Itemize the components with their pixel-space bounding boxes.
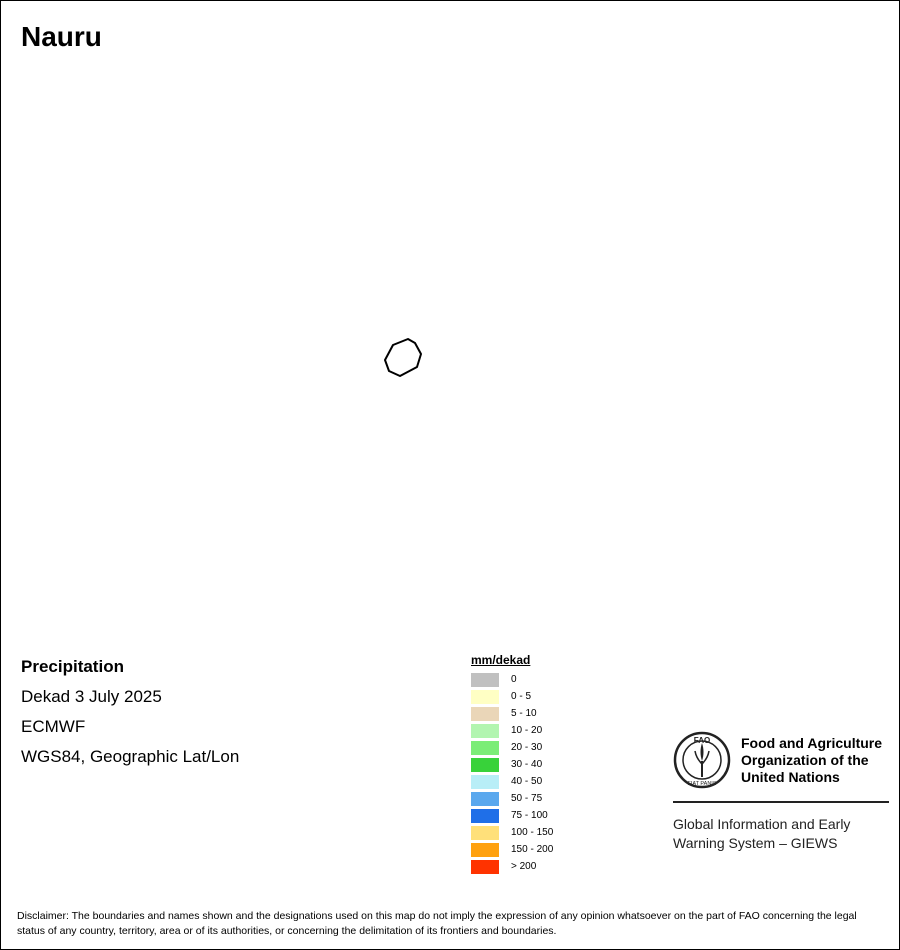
fao-org-line3: United Nations	[741, 768, 840, 785]
legend-items	[471, 671, 591, 875]
giews-line1: Global Information and Early	[673, 816, 851, 832]
legend-label: 150 - 200	[511, 844, 554, 855]
legend-item	[471, 671, 591, 688]
legend-swatch	[471, 809, 499, 823]
disclaimer-text: Disclaimer: The boundaries and names shown and the designations used on this map do not imply the expression of any opinion whatsoever on the part of FAO concerning the legal status of any country, territory, area or of its authorities, or concerning the delimitation of its frontiers and boundaries.	[17, 910, 857, 937]
logo-divider	[673, 801, 889, 803]
legend-item	[471, 756, 591, 773]
legend-unit: mm/dekad	[471, 653, 531, 667]
map-title: Nauru	[21, 21, 102, 52]
legend-swatch	[471, 792, 499, 806]
legend-item	[471, 858, 591, 875]
fao-emblem-icon	[673, 731, 731, 789]
map-area	[1, 1, 900, 641]
legend-swatch	[471, 690, 499, 704]
legend-item	[471, 807, 591, 824]
legend-label: 20 - 30	[511, 742, 543, 753]
legend-item	[471, 773, 591, 790]
fao-logo-block	[673, 731, 889, 853]
giews-name	[673, 815, 889, 853]
legend-swatch	[471, 826, 499, 840]
source-label: ECMWF	[21, 717, 86, 736]
legend-label: 50 - 75	[511, 793, 543, 804]
legend-swatch	[471, 843, 499, 857]
legend-label: 40 - 50	[511, 776, 543, 787]
legend-label: 10 - 20	[511, 725, 543, 736]
legend-swatch	[471, 673, 499, 687]
legend-swatch	[471, 758, 499, 772]
legend-item	[471, 722, 591, 739]
giews-line2: Warning System – GIEWS	[673, 835, 838, 851]
legend-swatch	[471, 707, 499, 721]
fao-logo-top	[673, 731, 889, 789]
legend-item	[471, 824, 591, 841]
legend-label: 75 - 100	[511, 810, 548, 821]
legend-label: 30 - 40	[511, 759, 543, 770]
legend-item	[471, 739, 591, 756]
legend-label: 0 - 5	[511, 691, 532, 702]
nauru-island-outline	[385, 339, 421, 376]
fao-org-name	[741, 735, 882, 786]
legend-swatch	[471, 775, 499, 789]
fao-org-line2: Organization of the	[741, 751, 869, 768]
legend-label: 5 - 10	[511, 708, 537, 719]
legend-label: > 200	[511, 861, 537, 872]
fao-emblem-motto: FIAT PANIS	[687, 781, 717, 787]
projection-label: WGS84, Geographic Lat/Lon	[21, 747, 240, 766]
legend-label: 100 - 150	[511, 827, 554, 838]
legend-item	[471, 790, 591, 807]
period-label: Dekad 3 July 2025	[21, 687, 162, 706]
variable-label: Precipitation	[21, 657, 124, 676]
fao-emblem-letters: FAO	[693, 736, 711, 745]
legend-item	[471, 841, 591, 858]
legend	[471, 653, 591, 875]
map-canvas	[1, 1, 900, 641]
legend-swatch	[471, 724, 499, 738]
legend-label: 0	[511, 674, 517, 685]
legend-item	[471, 688, 591, 705]
legend-swatch	[471, 741, 499, 755]
fao-org-line1: Food and Agriculture	[741, 734, 883, 751]
legend-item	[471, 705, 591, 722]
map-info	[21, 657, 239, 777]
legend-swatch	[471, 860, 499, 874]
